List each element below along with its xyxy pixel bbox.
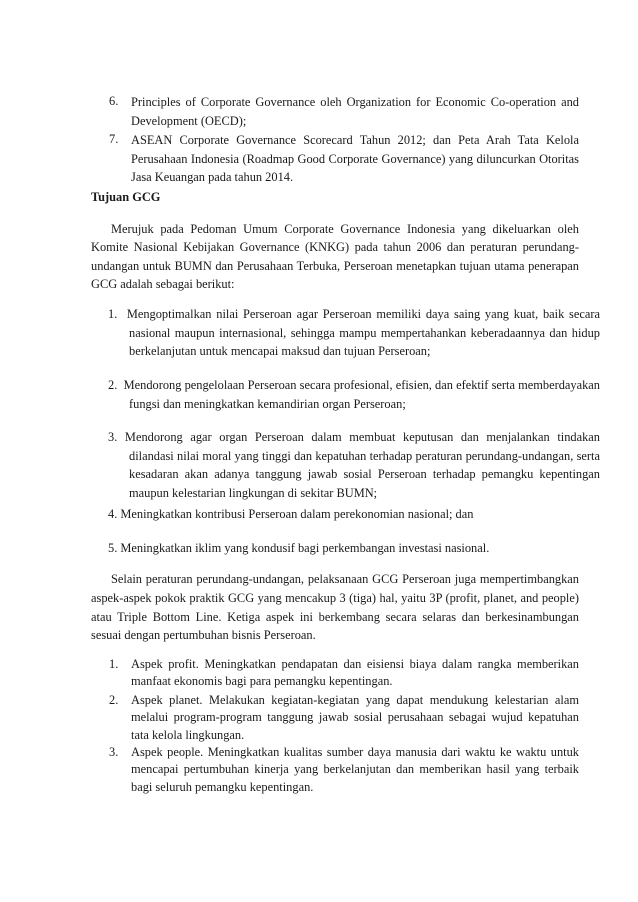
aspect-number: 2. xyxy=(109,693,119,707)
goal-number: 5. xyxy=(108,541,118,555)
list-number: 6. xyxy=(109,94,119,108)
goal-number: 1. xyxy=(108,307,118,321)
aspect-number: 3. xyxy=(109,745,119,759)
goal-number: 2. xyxy=(108,378,118,392)
aspect-item xyxy=(109,744,579,796)
goal-text: Mendorong pengelolaan Perseroan secara profesional, efisien, dan efektif serta memberdayakan fungsi dan meningkatkan kemandirian organ Perseroan; xyxy=(123,378,600,411)
aspect-item xyxy=(109,692,579,744)
aspect-item xyxy=(109,656,579,691)
aspect-text: Aspek profit. Meningkatkan pendapatan dan eisiensi biaya dalam rangka memberikan manfaat ekonomis bagi para pemangku kepentingan. xyxy=(131,657,579,689)
aspect-text: Aspek planet. Melakukan kegiatan-kegiatan yang dapat mendukung kelestarian alam melalui program-program tanggung jawab sosial perusahaan sebagai wujud kepatuhan tata kelola lingkungan. xyxy=(131,693,579,742)
list-text: Principles of Corporate Governance oleh Organization for Economic Co-operation and Development (OECD); xyxy=(131,95,579,128)
goal-item xyxy=(108,428,600,503)
list-item xyxy=(109,131,579,187)
goal-item xyxy=(108,505,600,524)
goal-text: Meningkatkan kontribusi Perseroan dalam perekonomian nasional; dan xyxy=(120,507,474,521)
paragraph: Selain peraturan perundang-undangan, pelaksanaan GCG Perseroan juga mempertimbangkan aspek-aspek pokok praktik GCG yang mencakup 3 (tiga) hal, yaitu 3P (profit, planet, and people) atau Triple Bottom Line. Ketiga aspek ini berkembang secara selaras dan berkesinambungan sesuai dengan pertumbuhan bisnis Perseroan. xyxy=(91,572,579,643)
goal-number: 3. xyxy=(108,430,118,444)
list-number: 7. xyxy=(109,132,119,146)
goal-text: Mendorong agar organ Perseroan dalam membuat keputusan dan menjalankan tindakan dilandasi nilai moral yang tinggi dan kepatuhan terhadap peraturan perundang-undangan, serta kesadaran akan adanya tanggung jawab sosial Perseroan terhadap pemangku kepentingan maupun kelestarian lingkungan di sekitar BUMN; xyxy=(124,430,600,501)
goal-item xyxy=(108,305,600,361)
section-heading: Tujuan GCG xyxy=(91,190,161,204)
paragraph: Merujuk pada Pedoman Umum Corporate Governance Indonesia yang dikeluarkan oleh Komite Nasional Kebijakan Governance (KNKG) pada tahun 2006 dan peraturan perundang-undangan untuk BUMN dan Perusahaan Terbuka, Perseroan menetapkan tujuan utama penerapan GCG adalah sebagai berikut: xyxy=(91,222,579,291)
list-text: ASEAN Corporate Governance Scorecard Tahun 2012; dan Peta Arah Tata Kelola Perusahaan Indonesia (Roadmap Good Corporate Governance) yang diluncurkan Otoritas Jasa Keuangan pada tahun 2014. xyxy=(131,133,579,185)
goal-item xyxy=(108,539,600,558)
goal-text: Mengoptimalkan nilai Perseroan agar Perseroan memiliki daya saing yang kuat, baik secara nasional maupun internasional, sehingga mampu mempertahankan keberadaannya dan hidup berkelanjutan untuk mencapai maksud dan tujuan Perseroan; xyxy=(126,307,600,359)
aspect-number: 1. xyxy=(109,657,119,671)
goal-text: Meningkatkan iklim yang kondusif bagi perkembangan investasi nasional. xyxy=(120,541,490,555)
goal-item xyxy=(108,376,600,413)
aspect-text: Aspek people. Meningkatkan kualitas sumber daya manusia dari waktu ke waktu untuk mencapai pertumbuhan kinerja yang berkelanjutan dan memberikan hasil yang terbaik bagi seluruh pemangku kepentingan. xyxy=(131,745,579,794)
list-item xyxy=(109,93,579,130)
goal-number: 4. xyxy=(108,507,118,521)
